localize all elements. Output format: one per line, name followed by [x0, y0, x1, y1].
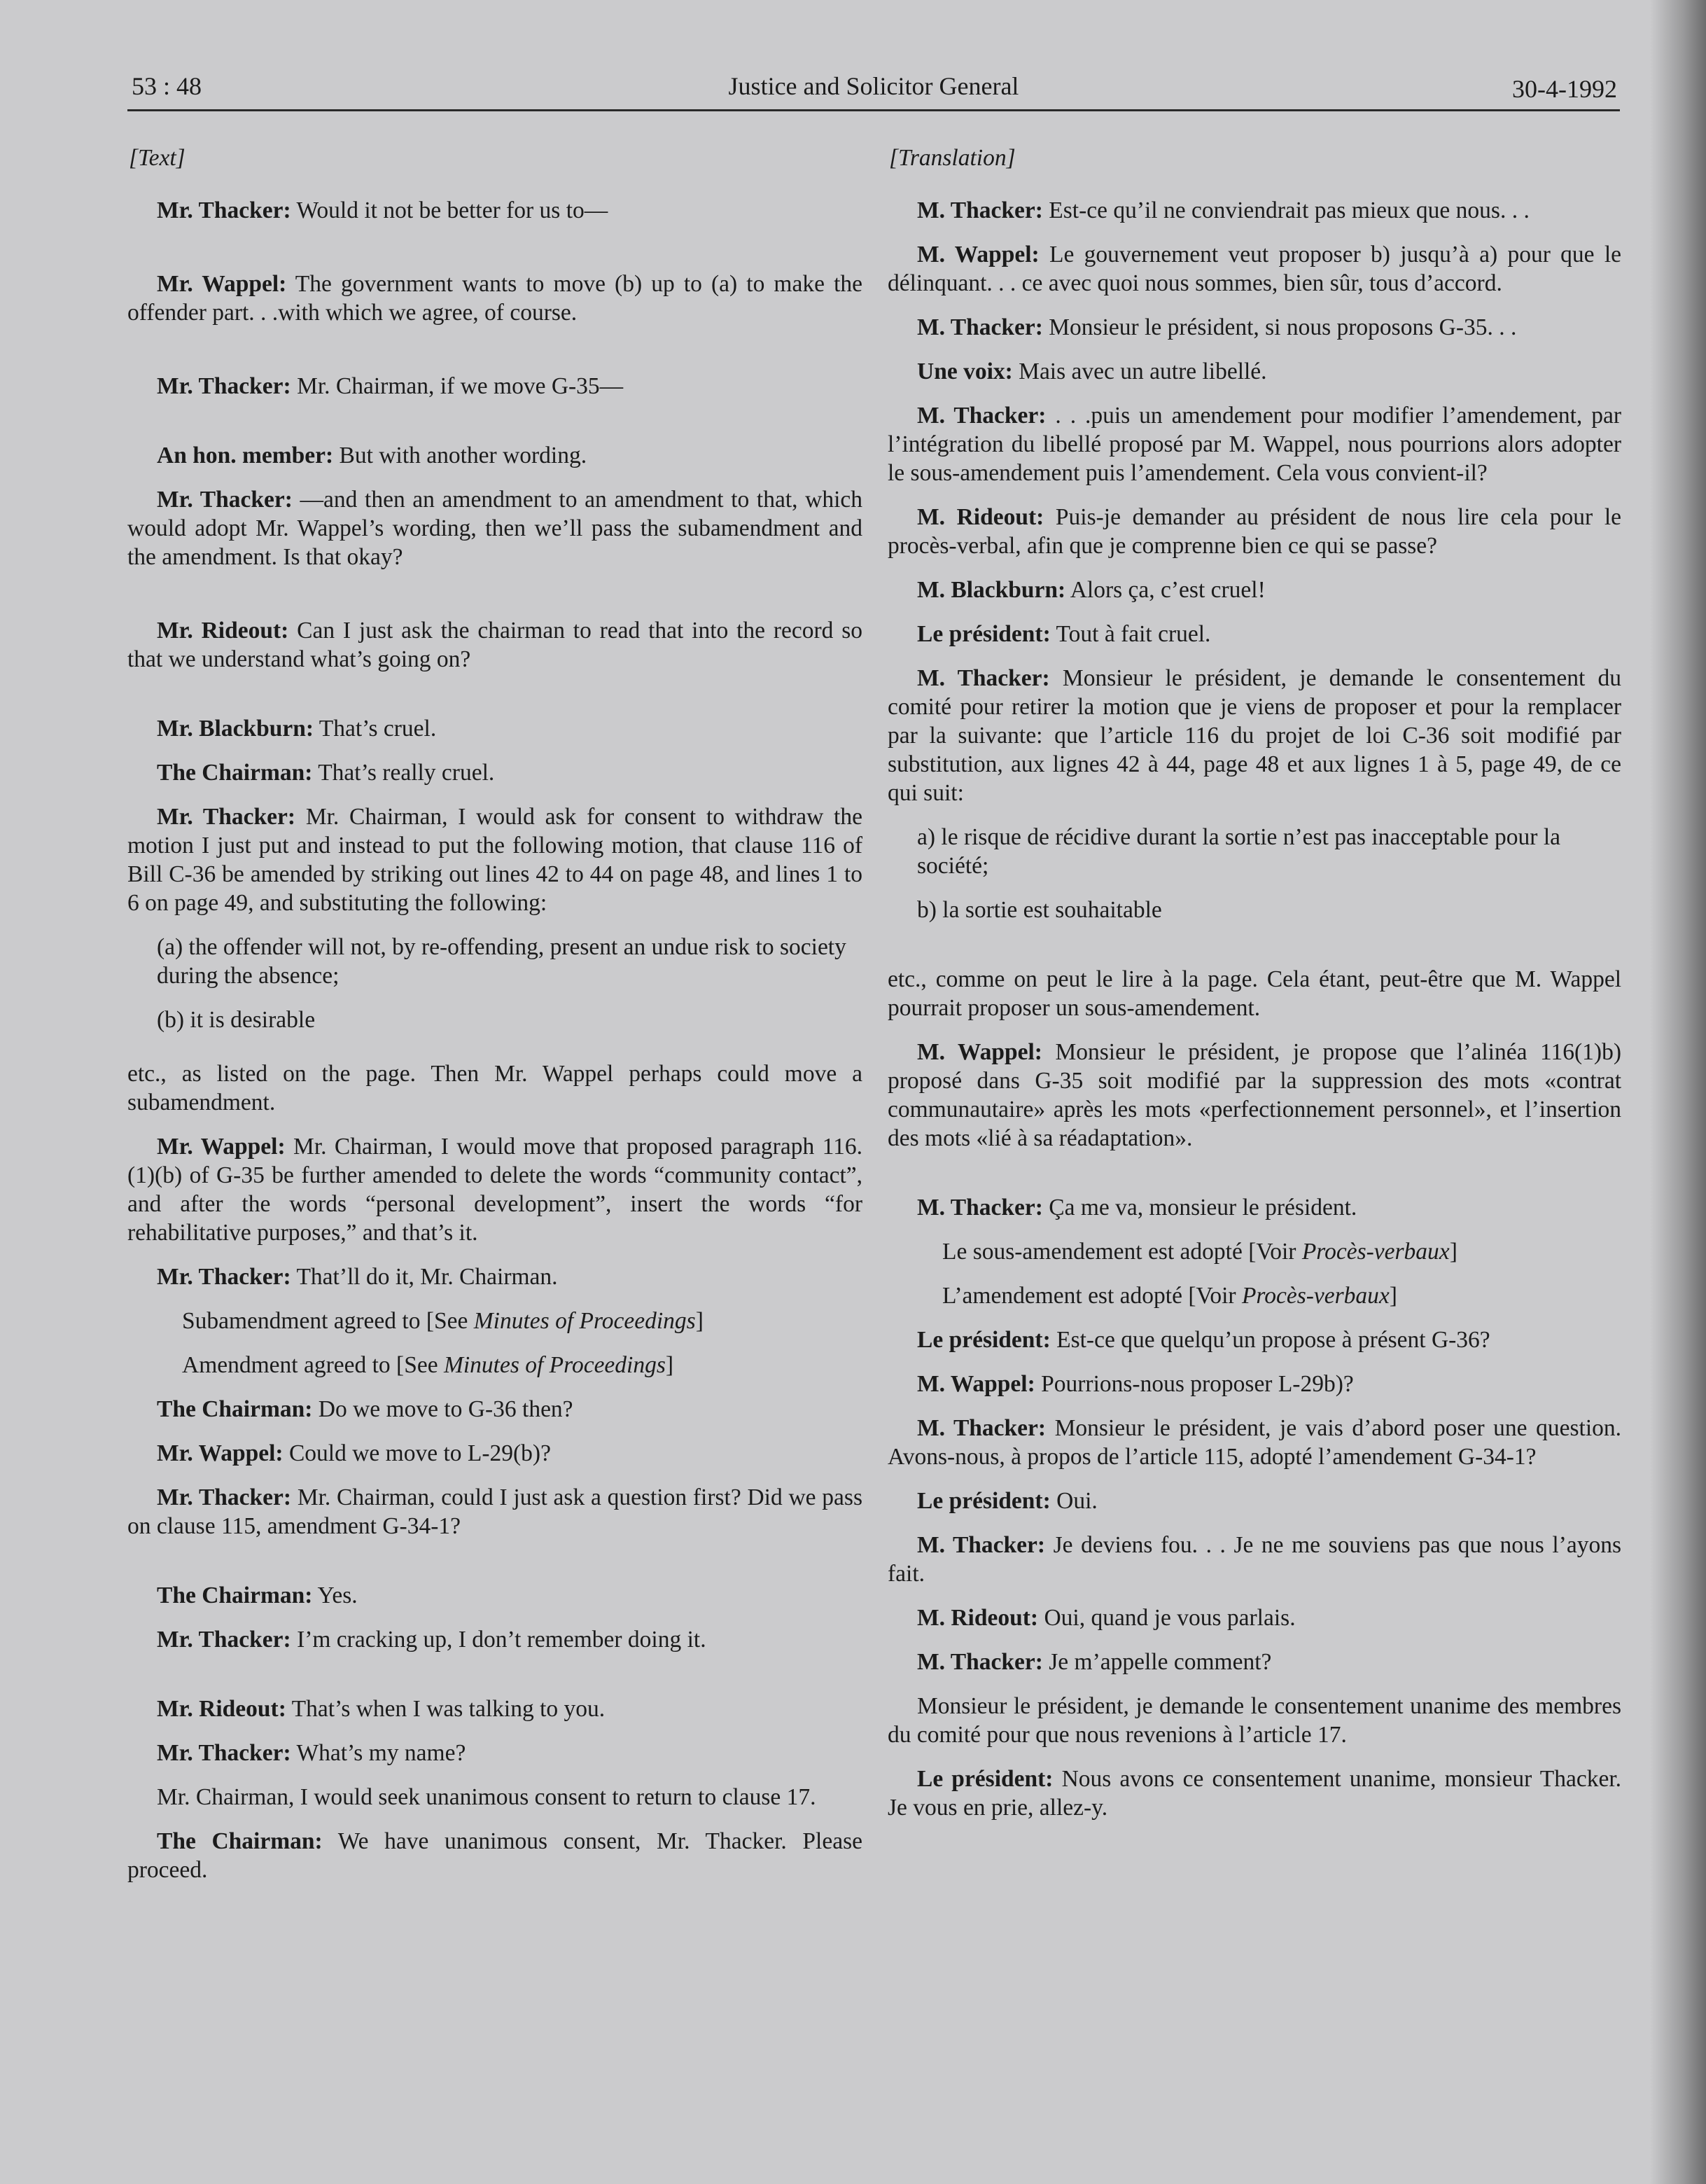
speech — [127, 441, 862, 470]
speech-text: Oui. — [1050, 1488, 1098, 1514]
column-label: [Text] — [129, 145, 186, 171]
speech — [888, 401, 1621, 487]
speech-text: Pourrions-nous proposer L-29b)? — [1035, 1371, 1354, 1397]
note-reference: Minutes of Proceedings — [443, 1352, 666, 1378]
page-number: 53 : 48 — [132, 72, 202, 100]
note-end: ] — [695, 1308, 704, 1334]
speaker: Mr. Rideout: — [157, 1696, 286, 1722]
speaker: Mr. Wappel: — [157, 1134, 286, 1160]
speech-text: Monsieur le président, je vais d’abord poser une question. Avons-nous, à propos de l’article 115, adopté l’amendement G-34-1? — [888, 1415, 1621, 1470]
note-reference: Minutes of Proceedings — [473, 1308, 696, 1334]
speech — [127, 758, 862, 787]
procedural-note — [182, 1307, 862, 1335]
speech — [888, 503, 1621, 560]
speaker: M. Rideout: — [917, 1605, 1039, 1631]
paragraph: etc., comme on peut le lire à la page. Cela étant, peut-être que M. Wappel pourrait proposer un sous-amendement. — [888, 966, 1621, 1021]
speech — [127, 1395, 862, 1424]
speech-text: What’s my name? — [291, 1740, 466, 1766]
speech — [127, 1695, 862, 1723]
speech-text: Monsieur le président, je demande le consentement du comité pour retirer la motion que je viens de proposer et pour la remplacer par la suivante: que l’article 116 du projet de loi C-36 soit modifié par substitution, aux lignes 42 à 44, page 48 et aux lignes 1 à 5, page 49, de ce qui suit: — [888, 665, 1621, 806]
speech — [888, 1604, 1621, 1632]
motion-item-a: a) le risque de récidive durant la sortie n’est pas inacceptable pour la société; — [917, 824, 1560, 879]
speech — [888, 576, 1621, 604]
page-header — [127, 67, 1620, 111]
speech-text: That’s when I was talking to you. — [286, 1696, 606, 1722]
speaker: M. Thacker: — [917, 403, 1047, 429]
column-label: [Translation] — [889, 145, 1016, 171]
speech-text: Would it not be better for us to— — [291, 197, 608, 223]
speaker: M. Blackburn: — [917, 577, 1066, 603]
motion-item-a: (a) the offender will not, by re-offending, present an undue risk to society during the absence; — [157, 934, 846, 989]
speech-text: Mr. Chairman, if we move G-35— — [291, 373, 624, 399]
note-text: L’amendement est adopté [Voir — [942, 1283, 1242, 1309]
running-title: Justice and Solicitor General — [728, 72, 1019, 100]
speaker: Mr. Rideout: — [157, 618, 289, 644]
speaker: An hon. member: — [157, 443, 334, 468]
speech-text: The government wants to move (b) up to (a) to make the offender part. . .with which we agree, of course. — [127, 271, 863, 326]
speech — [888, 313, 1621, 342]
speech — [127, 1827, 862, 1884]
paragraph: Mr. Chairman, I would seek unanimous consent to return to clause 17. — [157, 1784, 816, 1810]
speech — [888, 1487, 1621, 1515]
speech-text: I’m cracking up, I don’t remember doing it. — [291, 1627, 706, 1653]
speech-text: Est-ce que quelqu’un propose à présent G-36? — [1050, 1327, 1490, 1353]
speaker: M. Thacker: — [917, 1649, 1043, 1675]
speech-text: Je m’appelle comment? — [1042, 1649, 1272, 1675]
speaker: Mr. Wappel: — [157, 1440, 284, 1466]
speaker: Le président: — [917, 1488, 1051, 1514]
speech — [888, 196, 1621, 225]
speech — [888, 1326, 1621, 1354]
speaker: M. Thacker: — [917, 1415, 1047, 1441]
speech-text: Monsieur le président, je propose que l’alinéa 116(1)b) proposé dans G-35 soit modifié par la suppression des mots «contrat communautaire» après les mots «perfectionnement personnel», et l’insertion des mots «lié à sa réadaptation». — [888, 1039, 1621, 1151]
speech — [888, 664, 1621, 807]
speech — [127, 1581, 862, 1610]
note-end: ] — [1449, 1239, 1457, 1265]
speech — [127, 485, 862, 571]
speaker: M. Thacker: — [917, 197, 1043, 223]
note-reference: Procès-verbaux — [1301, 1239, 1450, 1265]
speaker: M. Wappel: — [917, 1039, 1042, 1065]
speech — [888, 1648, 1621, 1676]
speech-text: Tout à fait cruel. — [1050, 621, 1211, 647]
speech — [888, 357, 1621, 386]
speech — [127, 270, 862, 327]
speech — [888, 1370, 1621, 1398]
speech-text: Ça me va, monsieur le président. — [1042, 1195, 1357, 1220]
speaker: Une voix: — [917, 359, 1013, 384]
motion-item-b: (b) it is desirable — [157, 1007, 316, 1033]
speaker: Le président: — [917, 1766, 1054, 1792]
speech-text: Mais avec un autre libellé. — [1012, 359, 1267, 384]
speech — [127, 1483, 862, 1540]
procedural-note — [942, 1237, 1621, 1266]
speech-text: Puis-je demander au président de nous lire cela pour le procès-verbal, afin que je comprenne bien ce qui se passe? — [888, 504, 1622, 559]
speaker: The Chairman: — [157, 760, 313, 786]
speaker: Mr. Thacker: — [157, 804, 296, 830]
speaker: Mr. Thacker: — [157, 1740, 291, 1766]
motion-item-b: b) la sortie est souhaitable — [917, 897, 1162, 923]
speaker: Mr. Thacker: — [157, 1627, 291, 1653]
speaker: Mr. Thacker: — [157, 197, 291, 223]
speech-text: Mr. Chairman, I would move that proposed paragraph 116.(1)(b) of G-35 be further amended to delete the words “community contact”, and after the words “personal development”, insert the words “for rehabilitative purposes,” and that’s it. — [127, 1134, 863, 1246]
note-reference: Procès-verbaux — [1241, 1283, 1390, 1309]
speech-text: Nous avons ce consentement unanime, monsieur Thacker. Je vous en prie, allez-y. — [888, 1766, 1621, 1821]
speaker: M. Thacker: — [917, 665, 1050, 691]
speech — [127, 802, 862, 917]
speech-text: That’ll do it, Mr. Chairman. — [291, 1264, 558, 1290]
speaker: Le président: — [917, 1327, 1051, 1353]
speech — [888, 1193, 1621, 1222]
speech — [888, 1038, 1621, 1153]
note-text: Le sous-amendement est adopté [Voir — [942, 1239, 1302, 1265]
page-date: 30-4-1992 — [1512, 75, 1617, 103]
speech — [127, 196, 862, 225]
paragraph: etc., as listed on the page. Then Mr. Wappel perhaps could move a subamendment. — [127, 1061, 862, 1115]
speech — [127, 1132, 862, 1247]
page-edge-shadow — [1650, 0, 1706, 2184]
speech-text: . . .puis un amendement pour modifier l’amendement, par l’intégration du libellé proposé par M. Wappel, nous pourrions alors adopter le sous-amendement puis l’amendement. Cela vous convient-il? — [888, 403, 1621, 486]
speech-text: That’s cruel. — [313, 716, 437, 742]
note-end: ] — [1389, 1283, 1397, 1309]
speaker: Mr. Thacker: — [157, 487, 293, 513]
speech — [127, 616, 862, 674]
speech — [127, 714, 862, 743]
speaker: M. Wappel: — [917, 242, 1040, 267]
procedural-note — [182, 1351, 862, 1379]
note-text: Subamendment agreed to [See — [182, 1308, 474, 1334]
speech — [888, 1531, 1621, 1588]
note-end: ] — [665, 1352, 674, 1378]
french-column — [888, 144, 1621, 1822]
speaker: The Chairman: — [157, 1583, 313, 1608]
speaker: M. Thacker: — [917, 314, 1043, 340]
speaker: Mr. Blackburn: — [157, 716, 314, 742]
speech — [888, 1414, 1621, 1471]
speech — [127, 1739, 862, 1767]
procedural-note — [942, 1281, 1621, 1310]
speaker: Mr. Wappel: — [157, 271, 287, 297]
note-text: Amendment agreed to [See — [182, 1352, 444, 1378]
speech — [127, 1625, 862, 1654]
paragraph: Monsieur le président, je demande le consentement unanime des membres du comité pour que nous revenions à l’article 17. — [888, 1693, 1621, 1748]
speech-text: That’s really cruel. — [312, 760, 495, 786]
speaker: M. Thacker: — [917, 1532, 1046, 1558]
speech-text: Yes. — [312, 1583, 358, 1608]
speech-text: Monsieur le président, si nous proposons G-35. . . — [1042, 314, 1517, 340]
speech — [888, 1765, 1621, 1822]
speech-text: We have unanimous consent, Mr. Thacker. Please proceed. — [127, 1828, 862, 1883]
speaker: Mr. Thacker: — [157, 373, 291, 399]
speech-text: Mr. Chairman, could I just ask a question first? Did we pass on clause 115, amendment G-34-1? — [127, 1484, 862, 1539]
speech-text: Do we move to G-36 then? — [312, 1396, 573, 1422]
speech-text: Alors ça, c’est cruel! — [1065, 577, 1266, 603]
speaker: Mr. Thacker: — [157, 1484, 292, 1510]
speech — [127, 372, 862, 401]
speech — [888, 620, 1621, 648]
speech-text: Je deviens fou. . . Je ne me souviens pas que nous l’ayons fait. — [888, 1532, 1621, 1587]
speaker: M. Rideout: — [917, 504, 1044, 530]
speech-text: Could we move to L-29(b)? — [283, 1440, 551, 1466]
speech-text: Can I just ask the chairman to read that into the record so that we understand what’s going on? — [127, 618, 863, 672]
speech — [127, 1439, 862, 1468]
speaker: Le président: — [917, 621, 1051, 647]
speaker: The Chairman: — [157, 1828, 323, 1854]
speech — [888, 240, 1621, 298]
speech-text: Mr. Chairman, I would ask for consent to withdraw the motion I just put and instead to put the following motion, that clause 116 of Bill C-36 be amended by striking out lines 42 to 44 on page 48, and lines 1 to 6 on page 49, and substituting the following: — [127, 804, 862, 916]
speech — [127, 1263, 862, 1291]
speech-text: —and then an amendment to an amendment to that, which would adopt Mr. Wappel’s wording, then we’ll pass the subamendment and the amendment. Is that okay? — [127, 487, 862, 570]
speaker: Mr. Thacker: — [157, 1264, 291, 1290]
speaker: The Chairman: — [157, 1396, 313, 1422]
speaker: M. Wappel: — [917, 1371, 1035, 1397]
speech-text: But with another wording. — [333, 443, 587, 468]
speech-text: Est-ce qu’il ne conviendrait pas mieux que nous. . . — [1042, 197, 1530, 223]
english-column — [127, 144, 862, 1884]
speech-text: Le gouvernement veut proposer b) jusqu’à a) pour que le délinquant. . . ce avec quoi nous sommes, bien sûr, tous d’accord. — [888, 242, 1621, 296]
speech-text: Oui, quand je vous parlais. — [1038, 1605, 1296, 1631]
speaker: M. Thacker: — [917, 1195, 1043, 1220]
